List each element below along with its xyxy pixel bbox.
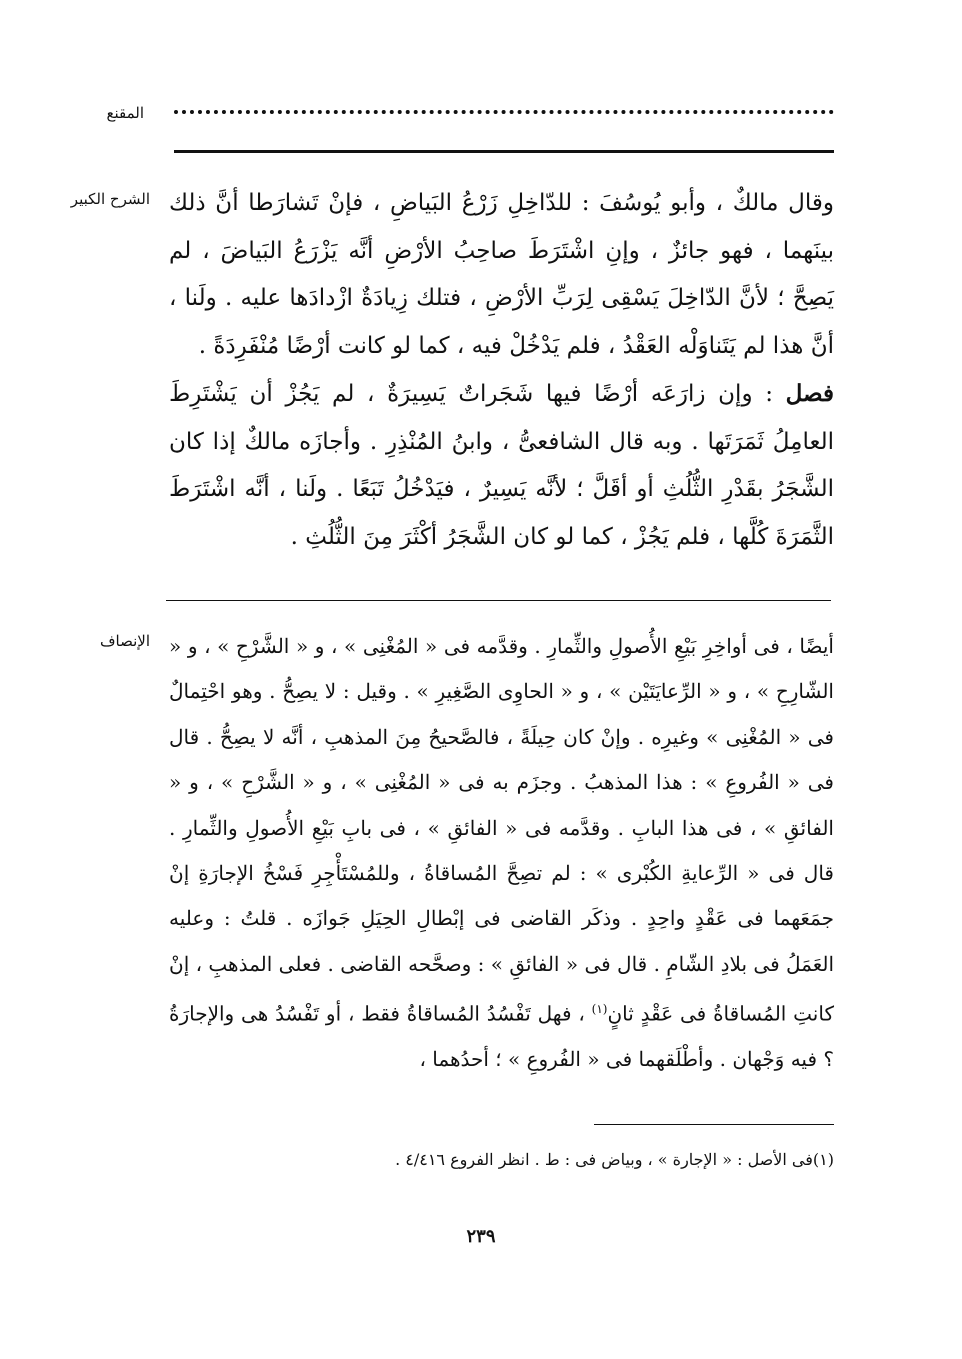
footnote-rule bbox=[594, 1124, 834, 1125]
fasl-heading: فصل bbox=[785, 380, 834, 407]
section-divider bbox=[166, 600, 831, 601]
header-solid-rule bbox=[174, 150, 834, 153]
section-label-sharh: الشرح الكبير bbox=[70, 190, 150, 208]
footnote-marker: (١) bbox=[591, 1002, 608, 1017]
page-number: ٢٣٩ bbox=[466, 1226, 496, 1247]
sharh-paragraph-2 bbox=[169, 370, 834, 561]
sharh-paragraph-2-text: : وإن زارَعَه أرْضًا فيها شَجَراتٌ يَسِيرَةٌ ، لم يَجُزْ أن يَشْتَرِطَ العامِلُ ثَمَرَتَها . وبه قال الشافعىُّ ، وابنُ المُنْذِرِ . وأجازَه مالكٌ إذا كان الشَّجَرُ بقَدْرِ الثُّلُثِ أو أقَلَّ ؛ لأنَّه يَسِيرٌ ، فيَدْخُلُ تَبَعًا . ولَنا ، أنَّه اشْتَرَطَ الثَّمَرَةَ كُلَّها ، فلم يَجُزْ ، كما لو كان الشَّجَرُ أكْثَرَ مِنَ الثُّلُثِ . bbox=[169, 381, 834, 550]
insaf-text-continued: ، فهل تَفْسُدُ المُساقاةُ فقط ، أو تَفْسُدُ هى والإجارَةُ ؟ فيه وَجْهان . وأطْلَقهما فى « الفُروعِ » ؛ أحدُهما ، bbox=[169, 1001, 834, 1072]
header-dotted-rule bbox=[174, 110, 834, 114]
footnote: (١)فى الأصل : « الإجارة » ، وبياض فى : ط . انظر الفروع ٤/٤١٦ . bbox=[395, 1150, 834, 1169]
insaf-text: أيضًا ، فى أواخِرِ بَيْعِ الأُصولِ والثِّمارِ . وقدَّمه فى « المُغْنِى » ، و « الشَّرْحِ » ، و « الشّارِحِ » ، و « الرِّعايَتَيْن » ، و « الحاوِى الصَّغِيرِ » . وقيل : لا يصِحُّ . وهو احْتِمالٌ فى « المُغْنِى » وغيرِه . وإنْ كان حِيلَةً ، فالصَّحيحُ مِنَ المذهبِ ، أنَّه لا يصِحُّ . قال فى « الفُروعِ » : هذا المذهبُ . وجزَم به فى « المُغْنِى » ، و « الشَّرْحِ » ، و « الفائقِ » ، فى هذا البابِ . وقدَّمه فى « الفائقِ » ، فى بابِ بَيْعِ الأُصولِ والثِّمارِ . قال فى « الرِّعايةِ الكُبْرى » : لم تصِحَّ المُساقاةُ ، وللمُسْتَأْجِرِ فَسْخُ الإجارَةِ إنْ جمَعَهما فى عَقْدٍ واحِدٍ . وذكَر القاضى فى إبْطالِ الحِيَلِ جَوازَه . قلتُ : وعليه العَمَلُ فى بلادِ الشّامِ . قال فى « الفائقِ » : وصحَّحه القاضى . فعلى المذهبِ ، إنْ كانتِ المُساقاةُ فى عَقْدٍ ثانٍ bbox=[169, 634, 834, 1026]
sharh-text-block bbox=[169, 180, 834, 561]
sharh-paragraph-1: وقال مالكٌ ، وأبو يُوسُفَ : للدّاخِلِ زَرْعُ البَياضِ ، فإنْ تَشارَطا أنَّ ذلك بينَهما ، فهو جائزٌ ، وإنِ اشْتَرَطَ صاحِبُ الأرْضِ أنَّه يَزْرَعُ البَياضَ ، لم يَصِحَّ ؛ لأنَّ الدّاخِلَ يَسْقِى لِرَبِّ الأرْضِ ، فتلك زِيادَةٌ ازْدادَها عليه . ولَنا ، أنَّ هذا لم يَتَناوَلْه العَقْدُ ، فلم يَدْخُلْ فيه ، كما لو كانت أرْضًا مُنْفَرِدَةً . bbox=[169, 190, 834, 359]
section-label-insaf: الإنصاف bbox=[99, 632, 150, 650]
running-header-title: المقنع bbox=[106, 104, 144, 122]
insaf-text-block bbox=[169, 624, 834, 1083]
